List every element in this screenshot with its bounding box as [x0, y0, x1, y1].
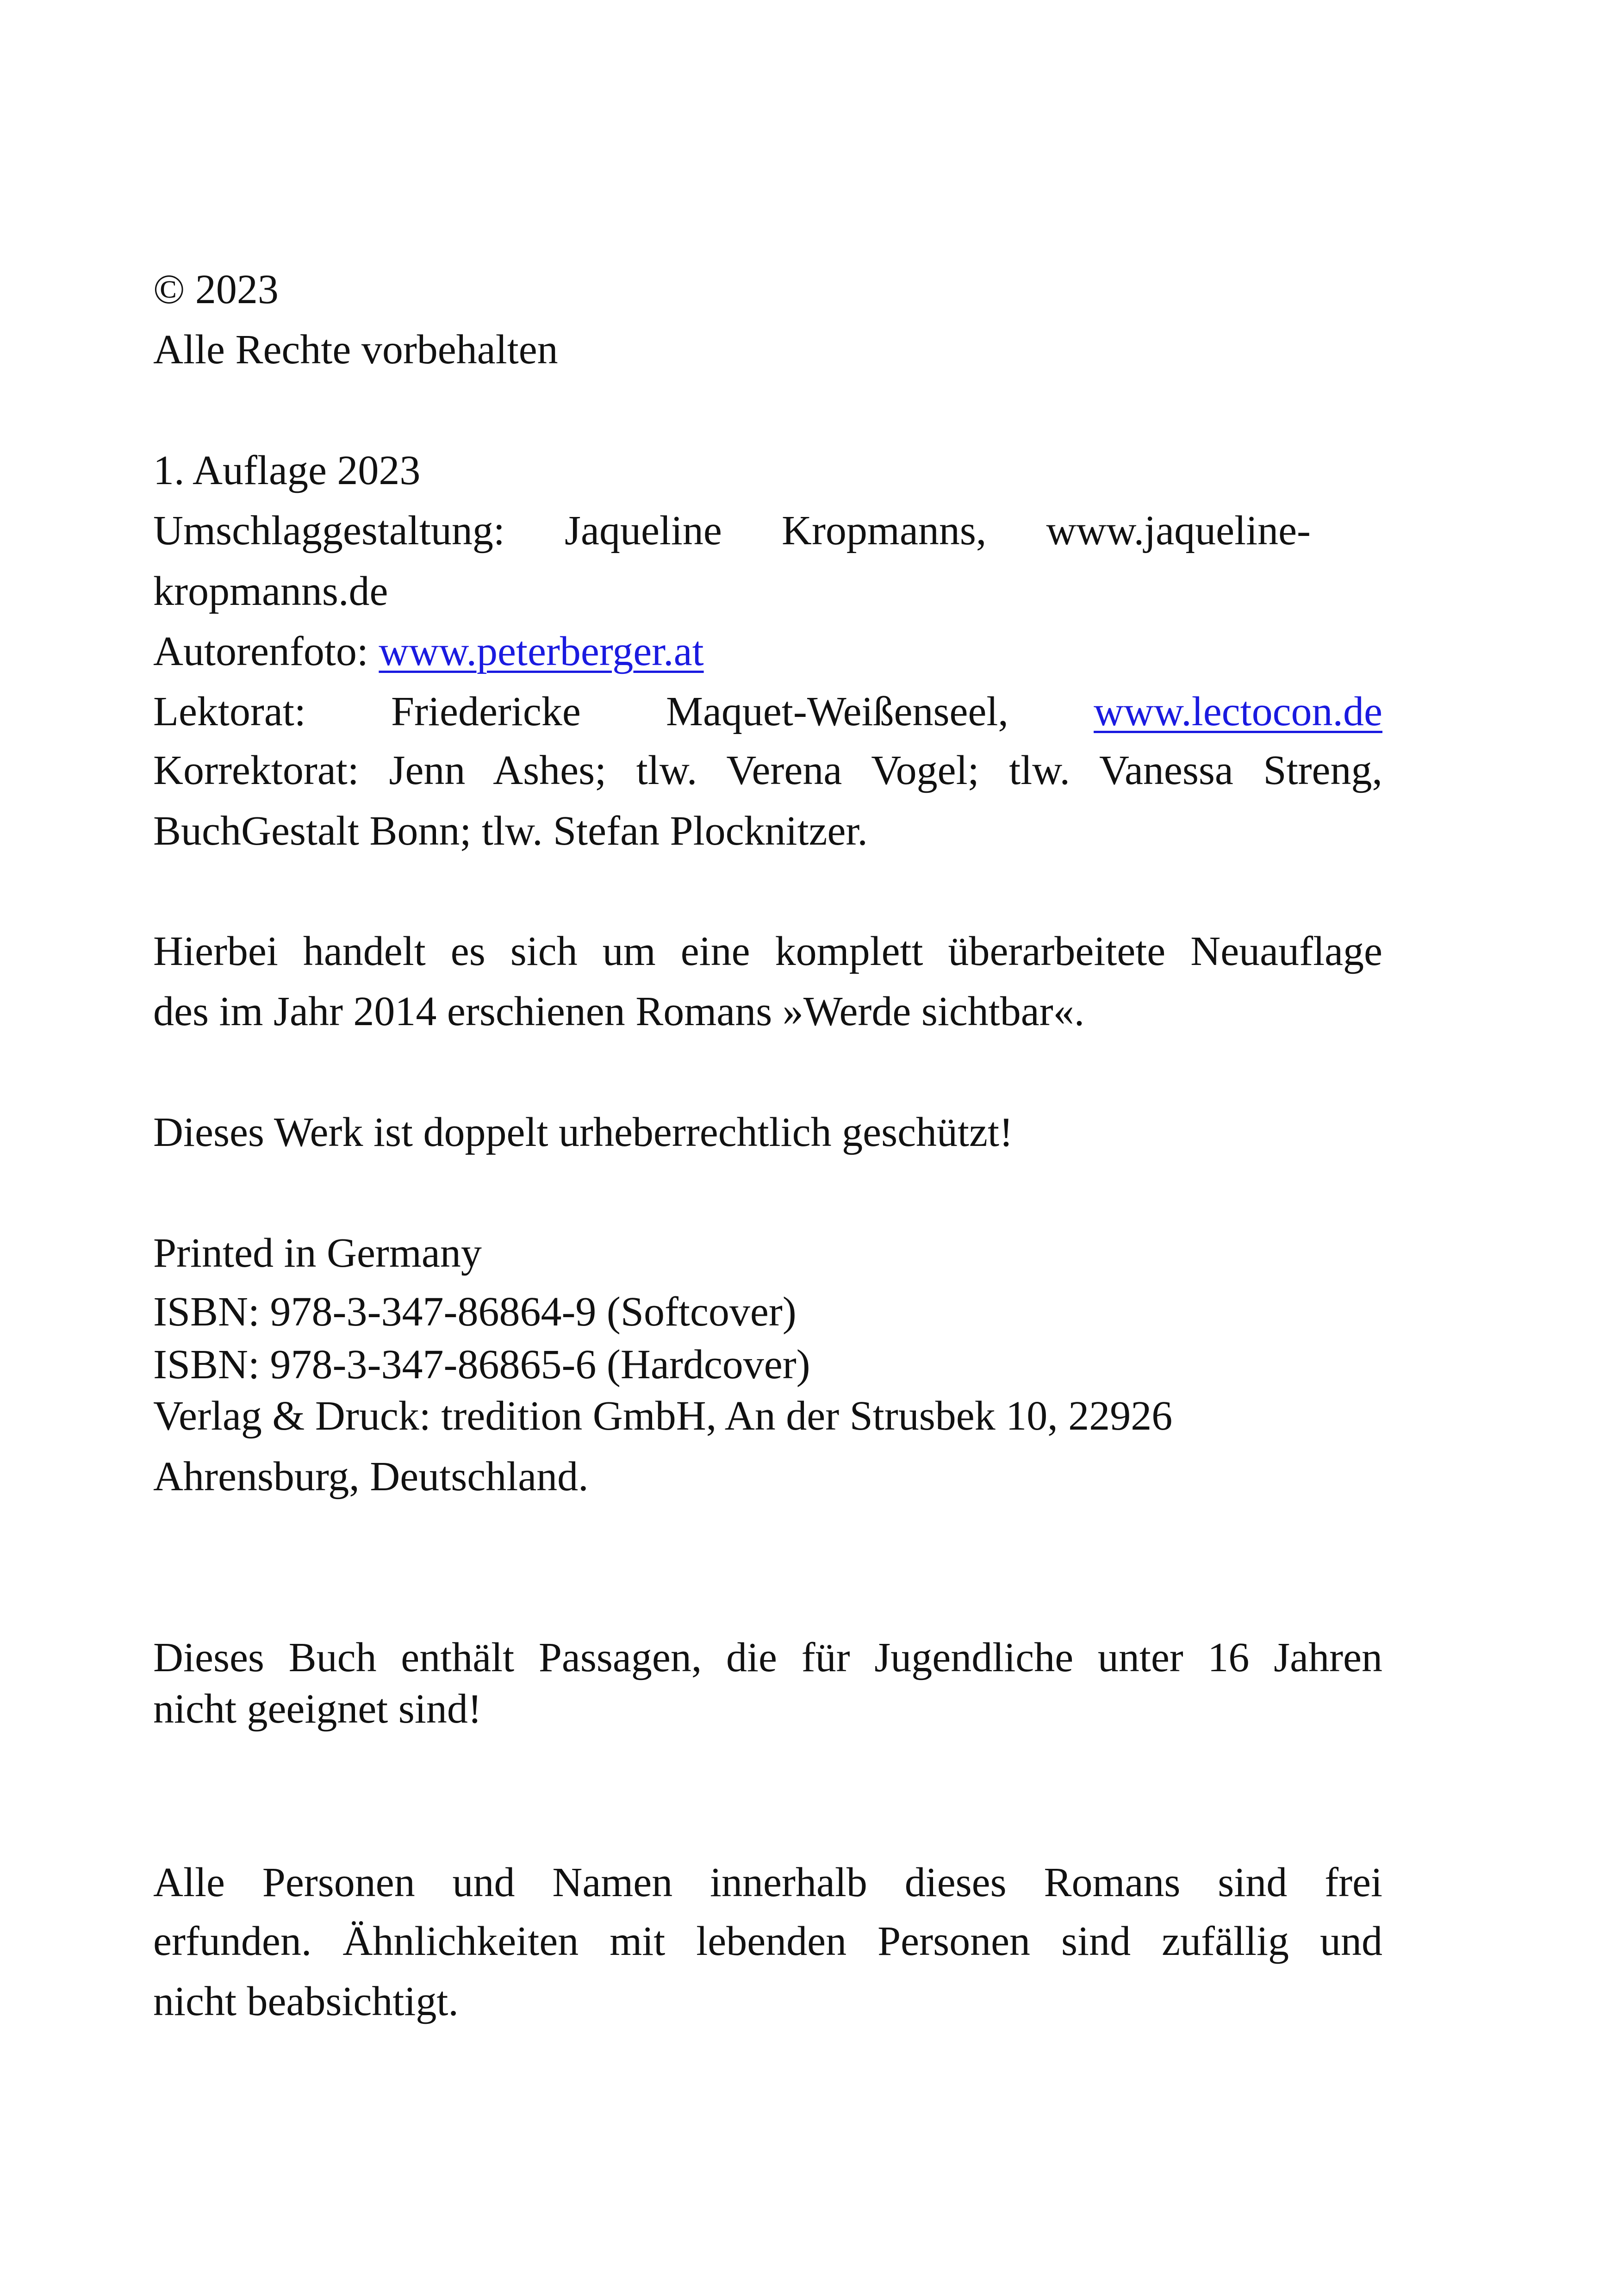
- printed-in: Printed in Germany: [153, 1230, 482, 1276]
- edition: 1. Auflage 2023: [153, 448, 421, 493]
- editing-link[interactable]: www.lectocon.de: [1094, 689, 1382, 734]
- age-warning-line-1: Dieses Buch enthält Passagen, die für Jugendliche unter 16 Jahren: [153, 1635, 1382, 1680]
- editing: [153, 682, 1382, 742]
- revision-note-line-1: Hierbei handelt es sich um eine komplett überarbeitete Neuauflage: [153, 928, 1382, 974]
- author-photo: [153, 622, 1382, 682]
- disclaimer-line-1: Alle Personen und Namen innerhalb dieses Romans sind frei: [153, 1860, 1382, 1905]
- publisher-line-1: Verlag & Druck: tredition GmbH, An der Strusbek 10, 22926: [153, 1393, 1173, 1439]
- publisher-line-2: Ahrensburg, Deutschland.: [153, 1454, 589, 1500]
- isbn-softcover: ISBN: 978-3-347-86864-9 (Softcover): [153, 1289, 797, 1335]
- disclaimer-line-3: nicht beabsichtigt.: [153, 1979, 459, 2024]
- proofreading-line-1: Korrektorat: Jenn Ashes; tlw. Verena Vogel; tlw. Vanessa Streng,: [153, 747, 1382, 793]
- isbn-hardcover: ISBN: 978-3-347-86865-6 (Hardcover): [153, 1342, 810, 1388]
- cover-design-line-1: Umschlaggestaltung: Jaqueline Kropmanns, www.jaqueline-: [153, 508, 1311, 554]
- revision-note-line-2: des im Jahr 2014 erschienen Romans »Werde sichtbar«.: [153, 989, 1085, 1034]
- copyright-year: © 2023: [153, 267, 279, 312]
- cover-design-line-2: kropmanns.de: [153, 568, 388, 614]
- author-photo-label: Autorenfoto:: [153, 628, 379, 674]
- copyright-note: Dieses Werk ist doppelt urheberrechtlich geschützt!: [153, 1109, 1013, 1155]
- editing-label: Lektorat: Friedericke Maquet-Weißenseel,: [153, 689, 1094, 734]
- disclaimer-line-2: erfunden. Ähnlichkeiten mit lebenden Personen sind zufällig und: [153, 1918, 1382, 1964]
- author-photo-link[interactable]: www.peterberger.at: [379, 628, 704, 674]
- rights-reserved: Alle Rechte vorbehalten: [153, 327, 558, 373]
- proofreading-line-2: BuchGestalt Bonn; tlw. Stefan Plocknitzer.: [153, 808, 868, 854]
- age-warning-line-2: nicht geeignet sind!: [153, 1686, 482, 1732]
